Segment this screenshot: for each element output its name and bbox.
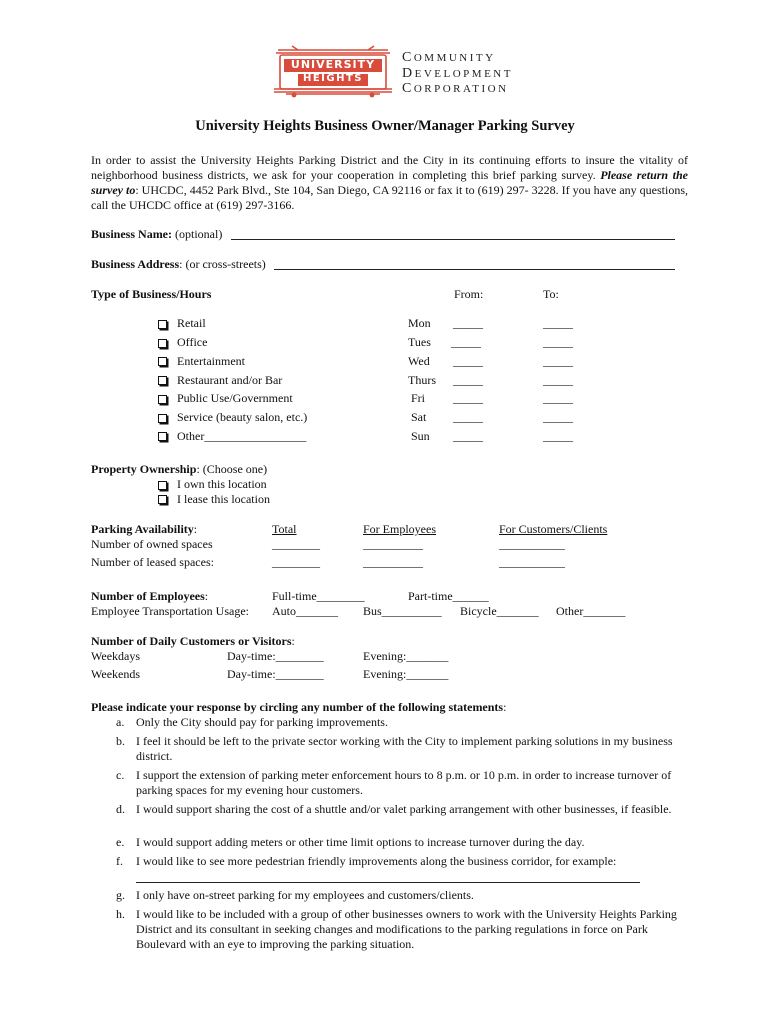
- option-own: I own this location: [177, 477, 267, 491]
- logo-org-line1: COMMUNITY: [402, 50, 496, 65]
- day-mon: Mon: [408, 316, 431, 330]
- statement-letter-d: d.: [116, 802, 125, 816]
- day-tues: Tues: [408, 335, 431, 349]
- customers-weekdays: Weekdays: [91, 649, 141, 663]
- statement-letter-c: c.: [116, 768, 125, 782]
- statement-letter-a: a.: [116, 715, 125, 729]
- logo-org-line2: DEVELOPMENT: [402, 66, 513, 81]
- from-blank-mon[interactable]: _____: [453, 316, 483, 330]
- from-blank-tues[interactable]: _____: [451, 335, 481, 349]
- statement-letter-g: g.: [116, 888, 125, 902]
- checkbox-own[interactable]: [158, 481, 167, 490]
- business-type-heading: Type of Business/Hours: [91, 287, 212, 301]
- day-thurs: Thurs: [408, 373, 436, 387]
- business-address-label: Business Address: (or cross-streets): [91, 257, 266, 271]
- hours-from-label: From:: [454, 287, 484, 301]
- to-blank-wed[interactable]: _____: [543, 354, 573, 368]
- checkbox-restaurant[interactable]: [158, 376, 167, 385]
- checkbox-service[interactable]: [158, 414, 167, 423]
- option-office: Office: [177, 335, 208, 349]
- option-lease: I lease this location: [177, 492, 270, 506]
- weekdays-daytime[interactable]: Day-time:________: [227, 649, 324, 663]
- parking-row-owned: Number of owned spaces: [91, 537, 213, 551]
- leased-total-blank[interactable]: ________: [272, 555, 320, 569]
- statement-letter-f: f.: [116, 854, 123, 868]
- option-public-use: Public Use/Government: [177, 391, 293, 405]
- trolley-logo-icon: [272, 44, 394, 98]
- checkbox-lease[interactable]: [158, 495, 167, 504]
- statement-d[interactable]: I would support sharing the cost of a shuttle and/or valet parking arrangement with other businesses, if feasible.: [136, 802, 672, 816]
- statements-heading: Please indicate your response by circling any number of the following statements:: [91, 700, 507, 714]
- to-blank-sat[interactable]: _____: [543, 410, 573, 424]
- business-name-field[interactable]: [231, 239, 675, 240]
- weekends-daytime[interactable]: Day-time:________: [227, 667, 324, 681]
- statement-letter-h: h.: [116, 907, 125, 921]
- statement-letter-e: e.: [116, 835, 125, 849]
- leased-customers-blank[interactable]: ___________: [499, 555, 565, 569]
- parking-row-leased: Number of leased spaces:: [91, 555, 214, 569]
- to-blank-mon[interactable]: _____: [543, 316, 573, 330]
- parking-label: Parking Availability:: [91, 522, 198, 536]
- logo: [272, 44, 394, 98]
- employees-fulltime[interactable]: Full-time________: [272, 589, 365, 603]
- statement-c[interactable]: I support the extension of parking meter enforcement hours to 8 p.m. or 10 p.m. in order to increase turnover of parking spaces for my evening hour customers.: [136, 768, 672, 797]
- day-sat: Sat: [411, 410, 427, 424]
- option-retail: Retail: [177, 316, 206, 330]
- ownership-label: Property Ownership: (Choose one): [91, 462, 268, 476]
- statement-g[interactable]: I only have on-street parking for my employees and customers/clients.: [136, 888, 474, 902]
- statement-letter-b: b.: [116, 734, 125, 748]
- option-other[interactable]: Other_________________: [177, 429, 307, 443]
- transport-bicycle[interactable]: Bicycle_______: [460, 604, 539, 618]
- logo-badge-line2: HEIGHTS: [302, 73, 364, 84]
- checkbox-office[interactable]: [158, 339, 167, 348]
- owned-employees-blank[interactable]: __________: [363, 537, 423, 551]
- owned-total-blank[interactable]: ________: [272, 537, 320, 551]
- page-title: University Heights Business Owner/Manager Parking Survey: [195, 118, 575, 134]
- option-service: Service (beauty salon, etc.): [177, 410, 308, 424]
- weekdays-evening[interactable]: Evening:_______: [363, 649, 449, 663]
- from-blank-fri[interactable]: _____: [453, 391, 483, 405]
- from-blank-sun[interactable]: _____: [453, 429, 483, 443]
- day-sun: Sun: [411, 429, 430, 443]
- weekends-evening[interactable]: Evening:_______: [363, 667, 449, 681]
- business-name-label: Business Name: (optional): [91, 227, 223, 241]
- from-blank-thurs[interactable]: _____: [453, 373, 483, 387]
- day-fri: Fri: [411, 391, 426, 405]
- from-blank-sat[interactable]: _____: [453, 410, 483, 424]
- employees-parttime[interactable]: Part-time______: [408, 589, 489, 603]
- from-blank-wed[interactable]: _____: [453, 354, 483, 368]
- leased-employees-blank[interactable]: __________: [363, 555, 423, 569]
- option-restaurant: Restaurant and/or Bar: [177, 373, 283, 387]
- parking-col-employees: For Employees: [363, 522, 436, 536]
- statement-a[interactable]: Only the City should pay for parking improvements.: [136, 715, 388, 729]
- logo-badge-line1: UNIVERSITY: [290, 58, 376, 71]
- transport-auto[interactable]: Auto_______: [272, 604, 338, 618]
- owned-customers-blank[interactable]: ___________: [499, 537, 565, 551]
- intro-paragraph: In order to assist the University Heights Parking District and the City in its continuing efforts to insure the vitality of neighborhood business districts, we ask for your cooperation in completing this brief parking survey. Please return the survey to: UHCDC, 4452 Park Blvd., Ste 104, San Diego, CA 92116 or fax it to (619) 297- 3228. If you have any questions, call the UHCDC office at (619) 297-3166.: [91, 153, 689, 212]
- statement-f-example-field[interactable]: [136, 882, 640, 883]
- to-blank-thurs[interactable]: _____: [543, 373, 573, 387]
- parking-col-total: Total: [272, 522, 297, 536]
- statement-e[interactable]: I would support adding meters or other time limit options to increase turnover during the day.: [136, 835, 585, 849]
- parking-col-customers: For Customers/Clients: [499, 522, 608, 536]
- day-wed: Wed: [408, 354, 430, 368]
- statement-b[interactable]: I feel it should be left to the private sector working with the City to implement parking solutions in my business district.: [136, 734, 673, 763]
- customers-label: Number of Daily Customers or Visitors:: [91, 634, 295, 648]
- business-address-field[interactable]: [274, 269, 675, 270]
- to-blank-sun[interactable]: _____: [543, 429, 573, 443]
- hours-to-label: To:: [543, 287, 559, 301]
- option-entertainment: Entertainment: [177, 354, 245, 368]
- checkbox-entertainment[interactable]: [158, 357, 167, 366]
- transport-other[interactable]: Other_______: [556, 604, 626, 618]
- logo-org-line3: CORPORATION: [402, 81, 509, 96]
- to-blank-fri[interactable]: _____: [543, 391, 573, 405]
- transport-bus[interactable]: Bus__________: [363, 604, 442, 618]
- checkbox-public-use[interactable]: [158, 395, 167, 404]
- to-blank-tues[interactable]: _____: [543, 335, 573, 349]
- employees-label: Number of Employees:: [91, 589, 209, 603]
- checkbox-retail[interactable]: [158, 320, 167, 329]
- transport-label: Employee Transportation Usage:: [91, 604, 249, 618]
- statement-f[interactable]: I would like to see more pedestrian friendly improvements along the business corridor, for example:: [136, 854, 617, 868]
- checkbox-other[interactable]: [158, 432, 167, 441]
- customers-weekends: Weekends: [91, 667, 141, 681]
- statement-h[interactable]: I would like to be included with a group of other businesses owners to work with the University Heights Parking District and its consultant in seeking changes and modifications to the parking regulations in force on Park Boulevard with an eye to improving the parking situation.: [136, 907, 677, 951]
